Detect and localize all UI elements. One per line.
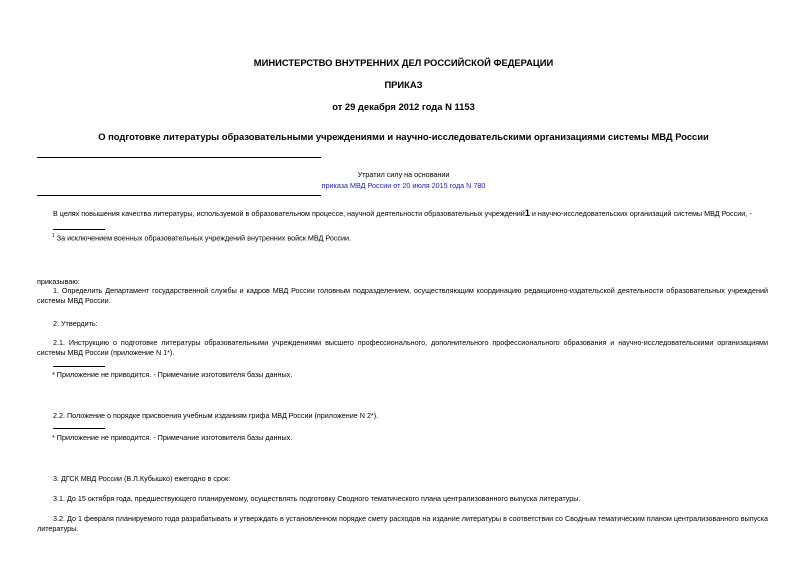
intro-paragraph bbox=[37, 209, 768, 219]
divider-bottom bbox=[37, 195, 321, 196]
footnote-1-text: За исключением военных образовательных учреждений внутренних войск МВД России. bbox=[54, 233, 352, 243]
paragraph-2-2: 2.2. Положение о порядке присвоения учебным изданиям грифа МВД России (приложение N 2*). bbox=[53, 411, 379, 420]
footnote-1 bbox=[52, 233, 351, 242]
repeal-order-link[interactable]: приказа МВД России от 20 июля 2015 года N 780 bbox=[321, 181, 486, 190]
paragraph-3: 3. ДГСК МВД России (В.Л.Кубышко) ежегодно в срок: bbox=[53, 474, 231, 483]
footnote-1-mark: 1 bbox=[52, 233, 55, 239]
footnote-ref-1[interactable]: 1 bbox=[524, 208, 530, 218]
note-rule-2 bbox=[53, 428, 105, 429]
document-type: ПРИКАЗ bbox=[384, 79, 423, 90]
paragraph-2: 2. Утвердить: bbox=[53, 319, 98, 328]
order-word: приказываю: bbox=[37, 277, 80, 286]
intro-text-rest: и научно-исследовательских организаций системы МВД России, - bbox=[529, 209, 752, 218]
paragraph-3-2: 3.2. До 1 февраля планируемого года разрабатывать и утверждать в установленном порядке смету расходов на издание литературы в соответствии со Сводным тематическим планом централизованного выпуска литературы. bbox=[37, 514, 768, 533]
paragraph-2-1: 2.1. Инструкцию о подготовке литературы образовательными учреждениями высшего профессионального, дополнительного профессионального образования и научно-исследовательскими организациями системы МВД России (приложение N 1*). bbox=[37, 338, 768, 357]
document-date-number: от 29 декабря 2012 года N 1153 bbox=[332, 101, 475, 112]
note-rule-1 bbox=[53, 366, 105, 367]
document-title: О подготовке литературы образовательными учреждениями и научно-исследовательскими организациями системы МВД России bbox=[98, 131, 709, 142]
paragraph-1: 1. Определить Департамент государственной службы и кадров МВД России головным подразделением, осуществляющим координацию редакционно-издательской деятельности образовательных учреждений системы МВД России. bbox=[37, 286, 768, 305]
note-2: * Приложение не приводится. - Примечание изготовителя базы данных. bbox=[52, 433, 293, 442]
paragraph-3-1: 3.1. До 15 октября года, предшествующего планируемому, осуществлять подготовку Сводного тематического плана централизованного выпуска литературы. bbox=[53, 494, 581, 503]
status-note: Утратил силу на основании bbox=[357, 170, 450, 179]
footnote-rule-1 bbox=[53, 229, 105, 230]
ministry-title: МИНИСТЕРСТВО ВНУТРЕННИХ ДЕЛ РОССИЙСКОЙ ФЕДЕРАЦИИ bbox=[253, 57, 554, 68]
divider-top bbox=[37, 157, 321, 158]
intro-text: В целях повышения качества литературы, используемой в образовательном процессе, научной деятельности образовательных учреждений bbox=[53, 209, 525, 218]
note-1: * Приложение не приводится. - Примечание изготовителя базы данных. bbox=[52, 370, 293, 379]
